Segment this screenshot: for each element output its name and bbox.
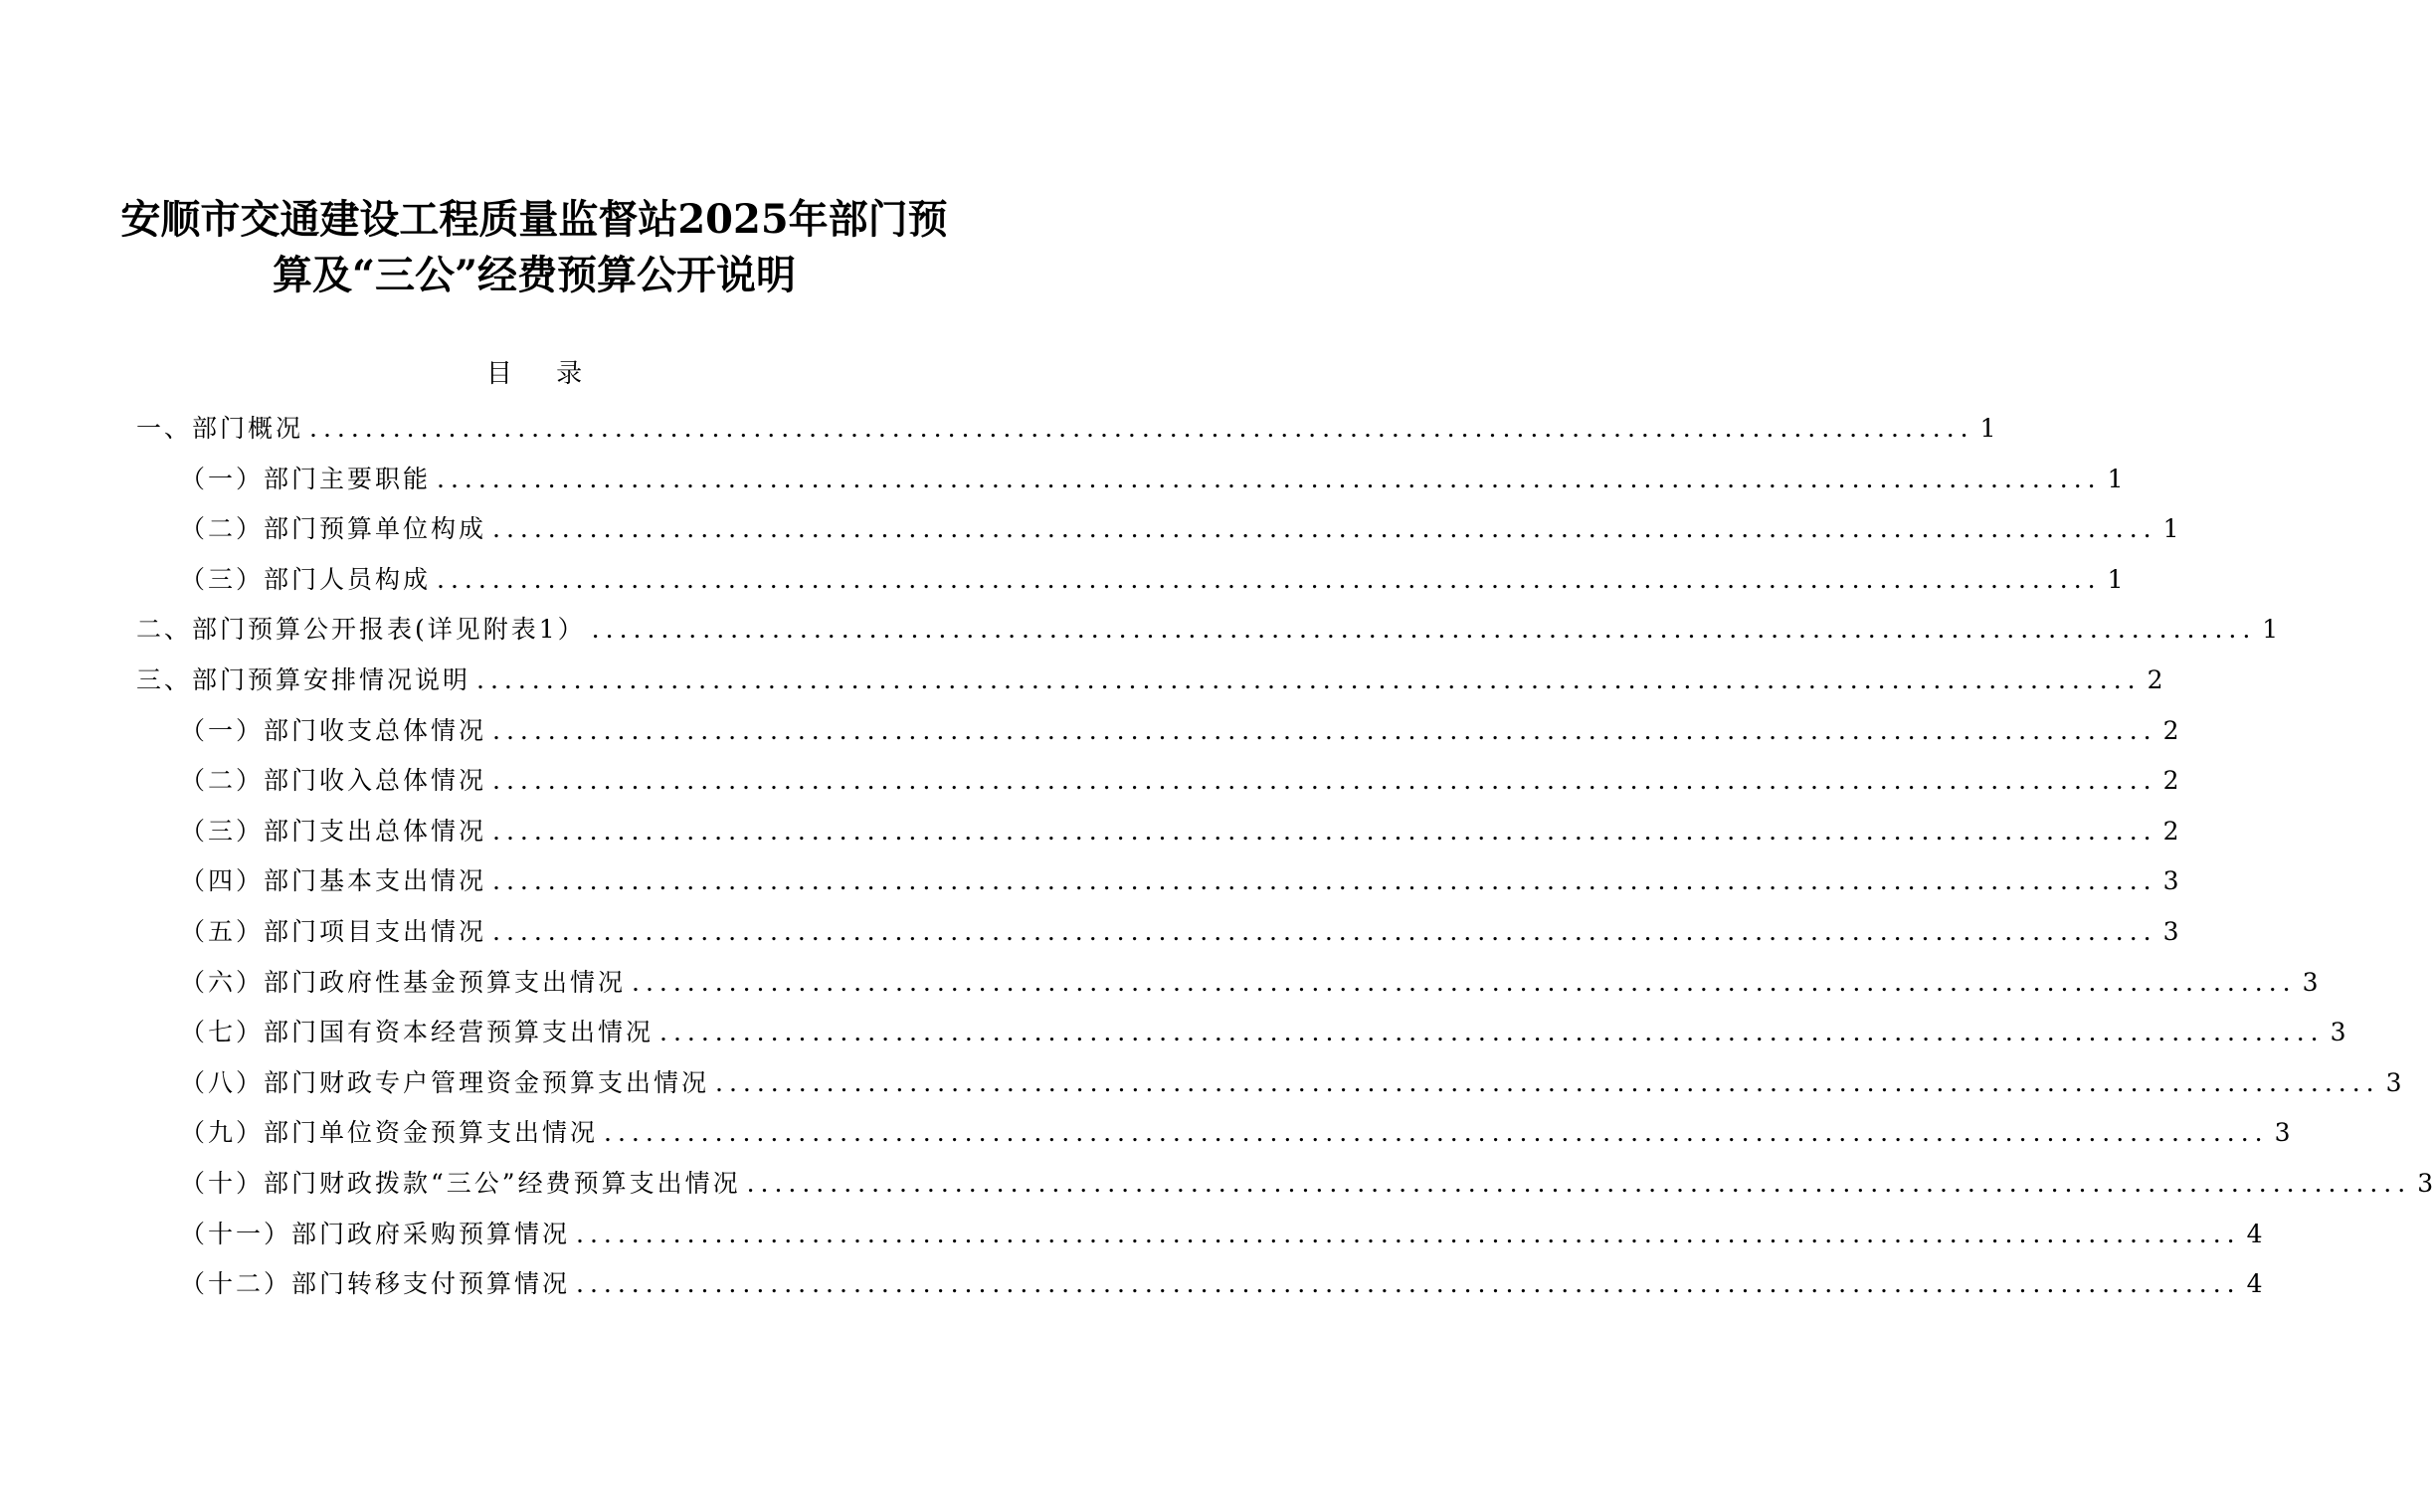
toc-entry-label: （九）部门单位资金预算支出情况 [180,1118,599,1148]
toc-entry-label: （三）部门支出总体情况 [180,816,487,846]
toc-dot-leader: ........................................................................................................................ [604,1118,2269,1148]
toc-dot-leader: ........................................................................................................................ [659,1018,2325,1047]
toc-dot-leader: ........................................................................................................................ [591,615,2257,645]
toc-entry[interactable] [136,1159,2433,1210]
toc-dot-leader: ........................................................................................................................ [492,766,2157,796]
toc-entry-label: （一）部门主要职能 [180,464,432,493]
toc-dot-leader: ........................................................................................................................ [437,464,2102,493]
toc-entry-page-number: 2 [2162,766,2179,796]
toc-dot-leader: ........................................................................................................................ [492,514,2157,544]
title-line-1: 安顺市交通建设工程质量监督站2025年部门预 [120,196,948,243]
table-of-contents [136,404,2433,1310]
toc-entry-label: （三）部门人员构成 [180,564,432,594]
toc-entry-page-number: 1 [1979,414,1996,443]
toc-entry[interactable] [136,706,2179,757]
toc-entry-page-number: 1 [2107,564,2124,594]
toc-entry[interactable] [136,907,2179,958]
toc-entry-label: （十一）部门政府采购预算情况 [180,1219,571,1248]
toc-entry-label: （四）部门基本支出情况 [180,866,487,896]
toc-entry-label: （八）部门财政专户管理资金预算支出情况 [180,1067,710,1097]
toc-dot-leader: ........................................................................................................................ [715,1067,2380,1097]
toc-entry-page-number: 4 [2246,1269,2263,1299]
toc-dot-leader: ........................................................................................................................ [746,1168,2412,1198]
toc-entry[interactable] [136,504,2179,555]
toc-entry-page-number: 1 [2262,615,2279,645]
toc-entry-label: 二、部门预算公开报表(详见附表1） [136,615,586,645]
toc-entry-page-number: 2 [2162,816,2179,846]
toc-entry[interactable] [136,656,2163,706]
toc-dot-leader: ........................................................................................................................ [492,916,2157,946]
toc-entry[interactable] [136,807,2179,857]
toc-entry[interactable] [136,1210,2263,1260]
toc-dot-leader: ........................................................................................................................ [576,1219,2241,1248]
toc-dot-leader: ........................................................................................................................ [309,414,1974,443]
toc-entry-page-number: 2 [2162,715,2179,745]
toc-dot-leader: ........................................................................................................................ [492,816,2157,846]
document-title [99,192,969,303]
toc-entry[interactable] [136,404,1996,455]
toc-entry-page-number: 1 [2162,514,2179,544]
toc-dot-leader: ........................................................................................................................ [632,967,2297,997]
toc-entry[interactable] [136,1108,2291,1159]
toc-dot-leader: ........................................................................................................................ [492,715,2157,745]
toc-entry[interactable] [136,958,2319,1009]
toc-entry-label: （二）部门收入总体情况 [180,766,487,796]
toc-entry[interactable] [136,1259,2263,1310]
toc-heading: 目 录 [485,359,601,389]
toc-entry-label: 一、部门概况 [136,414,304,443]
toc-entry[interactable] [136,1058,2402,1109]
toc-entry-page-number: 1 [2107,464,2124,493]
toc-entry-page-number: 3 [2385,1067,2402,1097]
toc-entry[interactable] [136,455,2124,505]
toc-entry[interactable] [136,856,2179,907]
toc-entry-page-number: 3 [2417,1168,2433,1198]
toc-entry-page-number: 3 [2302,967,2319,997]
toc-entry-label: （二）部门预算单位构成 [180,514,487,544]
toc-entry-page-number: 3 [2274,1118,2291,1148]
toc-entry-page-number: 3 [2162,866,2179,896]
toc-entry-page-number: 4 [2246,1219,2263,1248]
toc-dot-leader: ........................................................................................................................ [476,664,2142,694]
toc-entry-label: （六）部门政府性基金预算支出情况 [180,967,627,997]
toc-entry-page-number: 2 [2147,664,2163,694]
toc-dot-leader: ........................................................................................................................ [576,1269,2241,1299]
toc-entry[interactable] [136,756,2179,807]
toc-dot-leader: ........................................................................................................................ [437,564,2102,594]
toc-entry[interactable] [136,605,2279,656]
toc-entry-label: （七）部门国有资本经营预算支出情况 [180,1018,655,1047]
toc-entry-label: （五）部门项目支出情况 [180,916,487,946]
toc-entry[interactable] [136,555,2124,606]
toc-entry-label: 三、部门预算安排情况说明 [136,664,471,694]
toc-entry-label: （十）部门财政拨款“三公”经费预算支出情况 [180,1168,741,1198]
toc-entry[interactable] [136,1008,2346,1058]
toc-dot-leader: ........................................................................................................................ [492,866,2157,896]
toc-entry-page-number: 3 [2162,916,2179,946]
title-line-2: 算及“三公”经费预算公开说明 [272,252,796,298]
toc-entry-page-number: 3 [2330,1018,2346,1047]
toc-entry-label: （一）部门收支总体情况 [180,715,487,745]
toc-entry-label: （十二）部门转移支付预算情况 [180,1269,571,1299]
